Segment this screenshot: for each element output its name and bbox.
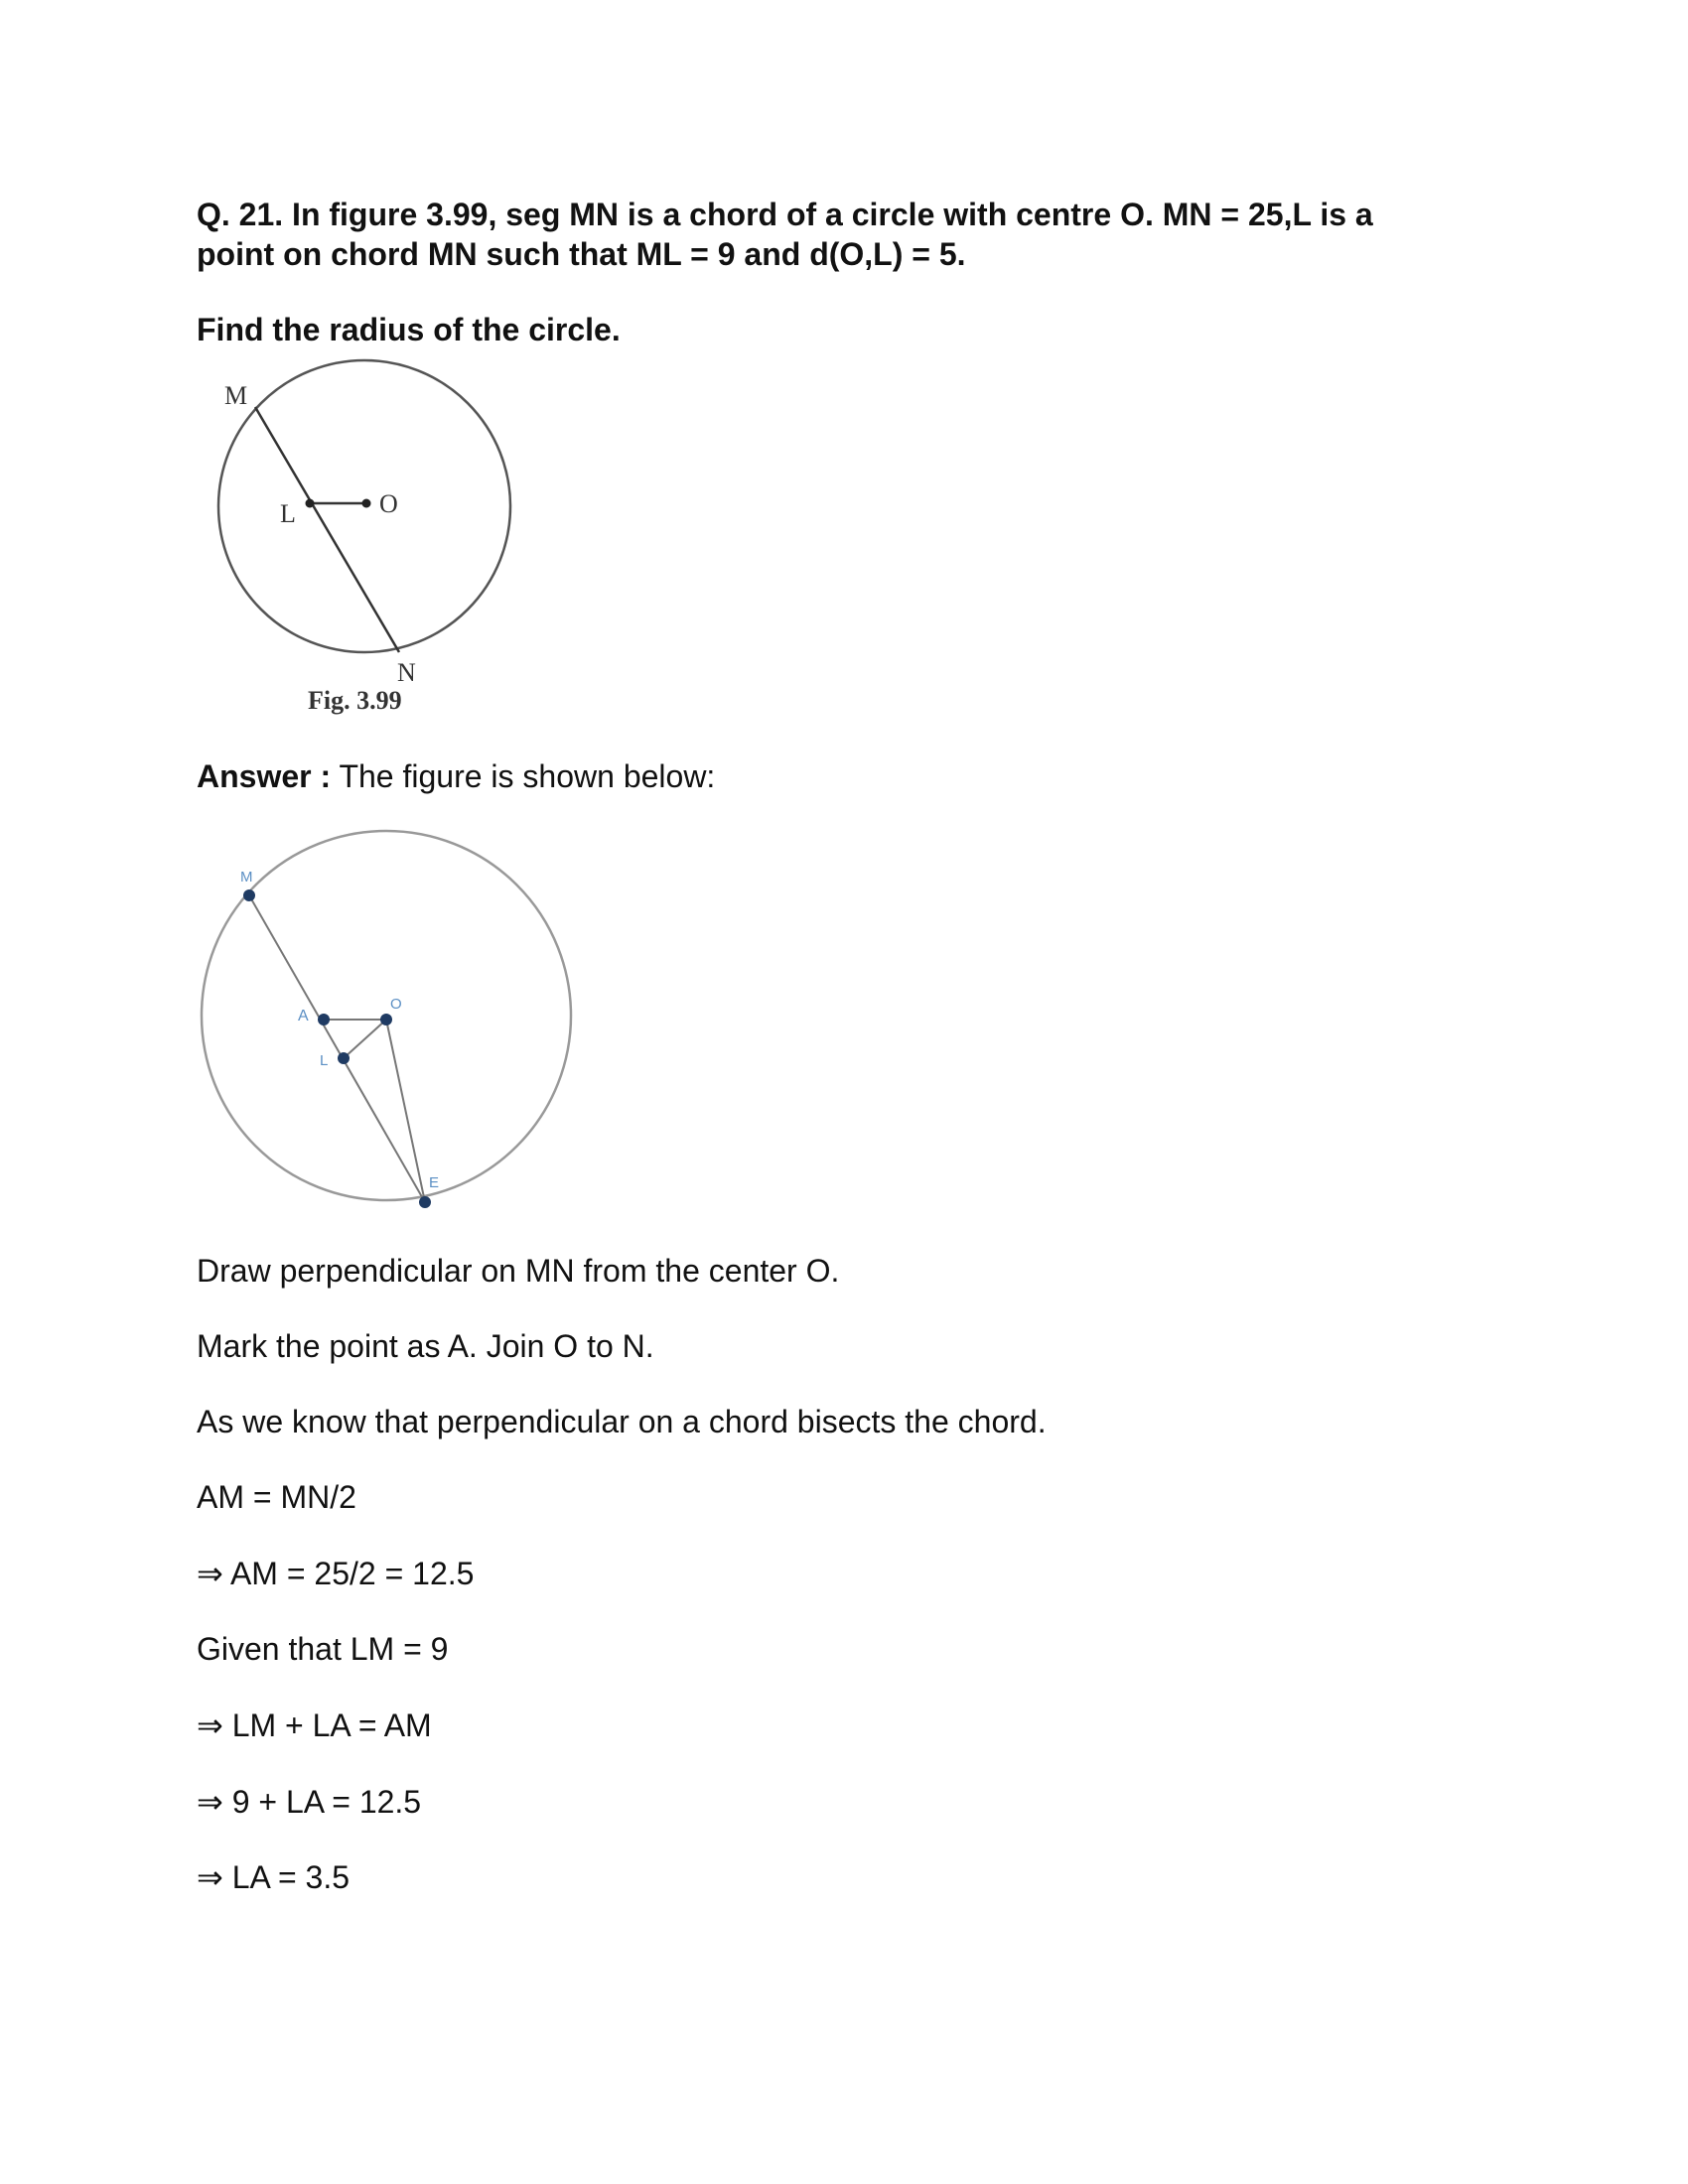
solution-line: ⇒ LA = 3.5 <box>197 1859 351 1895</box>
point-e <box>419 1196 431 1208</box>
label-l: L <box>320 1052 329 1069</box>
solution-figure <box>195 824 592 1211</box>
solution-line: Draw perpendicular on MN from the center O. <box>197 1253 840 1289</box>
solution-line: As we know that perpendicular on a chord bisects the chord. <box>197 1404 1047 1439</box>
figure-3-99 <box>211 352 548 725</box>
answer-label: Answer : <box>197 758 332 794</box>
answer-intro: The figure is shown below: <box>339 758 716 794</box>
point-l <box>306 499 315 508</box>
point-o <box>380 1014 392 1025</box>
answer-line <box>197 756 715 796</box>
point-a <box>318 1014 330 1025</box>
question-text: Q. 21. In figure 3.99, seg MN is a chord of a circle with centre O. MN = 25,L is a point on chord MN such that ML = 9 and d(O,L) = 5. <box>197 197 1373 272</box>
solution-line: AM = MN/2 <box>197 1479 356 1515</box>
question-find: Find the radius of the circle. <box>197 312 621 347</box>
point-o <box>362 499 371 508</box>
chord-me <box>249 895 425 1202</box>
solution-line: Given that LM = 9 <box>197 1631 449 1667</box>
label-n: N <box>397 658 416 687</box>
solution-line: ⇒ 9 + LA = 12.5 <box>197 1784 422 1820</box>
label-m: M <box>224 381 248 410</box>
label-o: O <box>379 489 398 518</box>
label-a: A <box>298 1008 309 1024</box>
segment-oe <box>386 1020 425 1202</box>
chord-mn <box>255 407 399 652</box>
label-m: M <box>240 869 253 886</box>
label-e: E <box>429 1174 440 1191</box>
segment-lo <box>344 1020 386 1058</box>
label-l: L <box>280 499 296 528</box>
point-l <box>338 1052 350 1064</box>
point-m <box>243 889 255 901</box>
solution-line: ⇒ AM = 25/2 = 12.5 <box>197 1556 475 1591</box>
label-o: O <box>390 996 402 1013</box>
figure-caption: Fig. 3.99 <box>308 686 402 715</box>
solution-line: ⇒ LM + LA = AM <box>197 1707 432 1743</box>
solution-line: Mark the point as A. Join O to N. <box>197 1328 654 1364</box>
